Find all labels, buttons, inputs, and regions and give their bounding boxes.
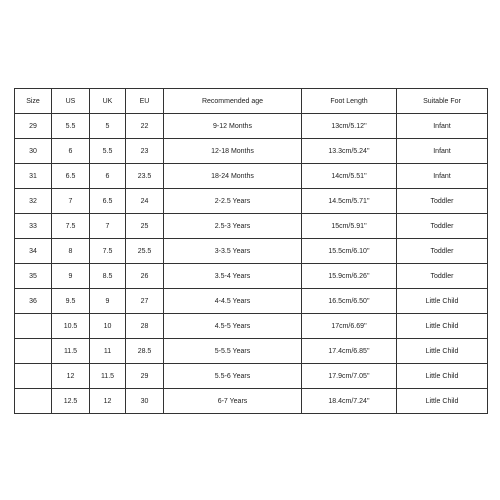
- cell-uk: 7.5: [90, 239, 126, 264]
- cell-suitable-for: Little Child: [397, 339, 488, 364]
- cell-uk: 6.5: [90, 189, 126, 214]
- cell-suitable-for: Toddler: [397, 239, 488, 264]
- cell-recommended-age: 5-5.5 Years: [164, 339, 302, 364]
- cell-recommended-age: 18-24 Months: [164, 164, 302, 189]
- cell-us: 9.5: [52, 289, 90, 314]
- cell-size: 32: [15, 189, 52, 214]
- table-row: [15, 264, 488, 289]
- cell-foot-length: 15cm/5.91'': [302, 214, 397, 239]
- table-row: [15, 189, 488, 214]
- table-row: [15, 289, 488, 314]
- header-suitable-for: Suitable For: [397, 89, 488, 114]
- cell-recommended-age: 12-18 Months: [164, 139, 302, 164]
- cell-eu: 26: [126, 264, 164, 289]
- cell-recommended-age: 3.5-4 Years: [164, 264, 302, 289]
- cell-foot-length: 17.9cm/7.05'': [302, 364, 397, 389]
- cell-uk: 5: [90, 114, 126, 139]
- cell-foot-length: 17.4cm/6.85'': [302, 339, 397, 364]
- header-uk: UK: [90, 89, 126, 114]
- cell-eu: 23.5: [126, 164, 164, 189]
- cell-size: [15, 389, 52, 414]
- cell-size: 30: [15, 139, 52, 164]
- header-foot-length: Foot Length: [302, 89, 397, 114]
- table-row: [15, 214, 488, 239]
- size-chart-table: [14, 88, 488, 414]
- cell-foot-length: 17cm/6.69'': [302, 314, 397, 339]
- cell-us: 12: [52, 364, 90, 389]
- cell-recommended-age: 4-4.5 Years: [164, 289, 302, 314]
- cell-uk: 11.5: [90, 364, 126, 389]
- cell-us: 11.5: [52, 339, 90, 364]
- cell-size: 33: [15, 214, 52, 239]
- cell-uk: 8.5: [90, 264, 126, 289]
- cell-suitable-for: Toddler: [397, 189, 488, 214]
- table-row: [15, 114, 488, 139]
- cell-recommended-age: 9-12 Months: [164, 114, 302, 139]
- cell-size: 36: [15, 289, 52, 314]
- cell-us: 6: [52, 139, 90, 164]
- cell-size: 35: [15, 264, 52, 289]
- cell-uk: 11: [90, 339, 126, 364]
- cell-eu: 24: [126, 189, 164, 214]
- header-row: [15, 89, 488, 114]
- cell-recommended-age: 2-2.5 Years: [164, 189, 302, 214]
- cell-eu: 28.5: [126, 339, 164, 364]
- cell-us: 9: [52, 264, 90, 289]
- cell-suitable-for: Toddler: [397, 214, 488, 239]
- table-row: [15, 139, 488, 164]
- cell-uk: 6: [90, 164, 126, 189]
- table-row: [15, 314, 488, 339]
- cell-eu: 29: [126, 364, 164, 389]
- cell-us: 10.5: [52, 314, 90, 339]
- cell-us: 7.5: [52, 214, 90, 239]
- cell-eu: 22: [126, 114, 164, 139]
- cell-foot-length: 14cm/5.51'': [302, 164, 397, 189]
- cell-recommended-age: 2.5-3 Years: [164, 214, 302, 239]
- cell-suitable-for: Infant: [397, 164, 488, 189]
- cell-eu: 27: [126, 289, 164, 314]
- cell-size: 31: [15, 164, 52, 189]
- cell-eu: 25.5: [126, 239, 164, 264]
- cell-uk: 10: [90, 314, 126, 339]
- cell-size: [15, 314, 52, 339]
- table-row: [15, 164, 488, 189]
- cell-foot-length: 13cm/5.12'': [302, 114, 397, 139]
- cell-suitable-for: Little Child: [397, 289, 488, 314]
- cell-us: 6.5: [52, 164, 90, 189]
- cell-suitable-for: Little Child: [397, 389, 488, 414]
- table-body: [15, 114, 488, 414]
- cell-us: 5.5: [52, 114, 90, 139]
- cell-us: 12.5: [52, 389, 90, 414]
- cell-foot-length: 18.4cm/7.24'': [302, 389, 397, 414]
- cell-suitable-for: Little Child: [397, 314, 488, 339]
- cell-recommended-age: 5.5-6 Years: [164, 364, 302, 389]
- header-size: Size: [15, 89, 52, 114]
- header-eu: EU: [126, 89, 164, 114]
- table-row: [15, 339, 488, 364]
- cell-recommended-age: 4.5-5 Years: [164, 314, 302, 339]
- cell-suitable-for: Little Child: [397, 364, 488, 389]
- cell-recommended-age: 3-3.5 Years: [164, 239, 302, 264]
- cell-foot-length: 16.5cm/6.50'': [302, 289, 397, 314]
- cell-uk: 9: [90, 289, 126, 314]
- cell-foot-length: 15.9cm/6.26'': [302, 264, 397, 289]
- cell-suitable-for: Toddler: [397, 264, 488, 289]
- cell-uk: 12: [90, 389, 126, 414]
- cell-eu: 25: [126, 214, 164, 239]
- cell-eu: 30: [126, 389, 164, 414]
- cell-recommended-age: 6-7 Years: [164, 389, 302, 414]
- header-recommended-age: Recommended age: [164, 89, 302, 114]
- cell-us: 7: [52, 189, 90, 214]
- table-row: [15, 364, 488, 389]
- cell-size: 29: [15, 114, 52, 139]
- cell-suitable-for: Infant: [397, 139, 488, 164]
- cell-eu: 28: [126, 314, 164, 339]
- cell-size: [15, 364, 52, 389]
- header-us: US: [52, 89, 90, 114]
- cell-size: [15, 339, 52, 364]
- cell-foot-length: 14.5cm/5.71'': [302, 189, 397, 214]
- cell-us: 8: [52, 239, 90, 264]
- cell-foot-length: 13.3cm/5.24'': [302, 139, 397, 164]
- cell-eu: 23: [126, 139, 164, 164]
- cell-foot-length: 15.5cm/6.10'': [302, 239, 397, 264]
- cell-suitable-for: Infant: [397, 114, 488, 139]
- cell-uk: 7: [90, 214, 126, 239]
- table-row: [15, 239, 488, 264]
- cell-size: 34: [15, 239, 52, 264]
- cell-uk: 5.5: [90, 139, 126, 164]
- table-row: [15, 389, 488, 414]
